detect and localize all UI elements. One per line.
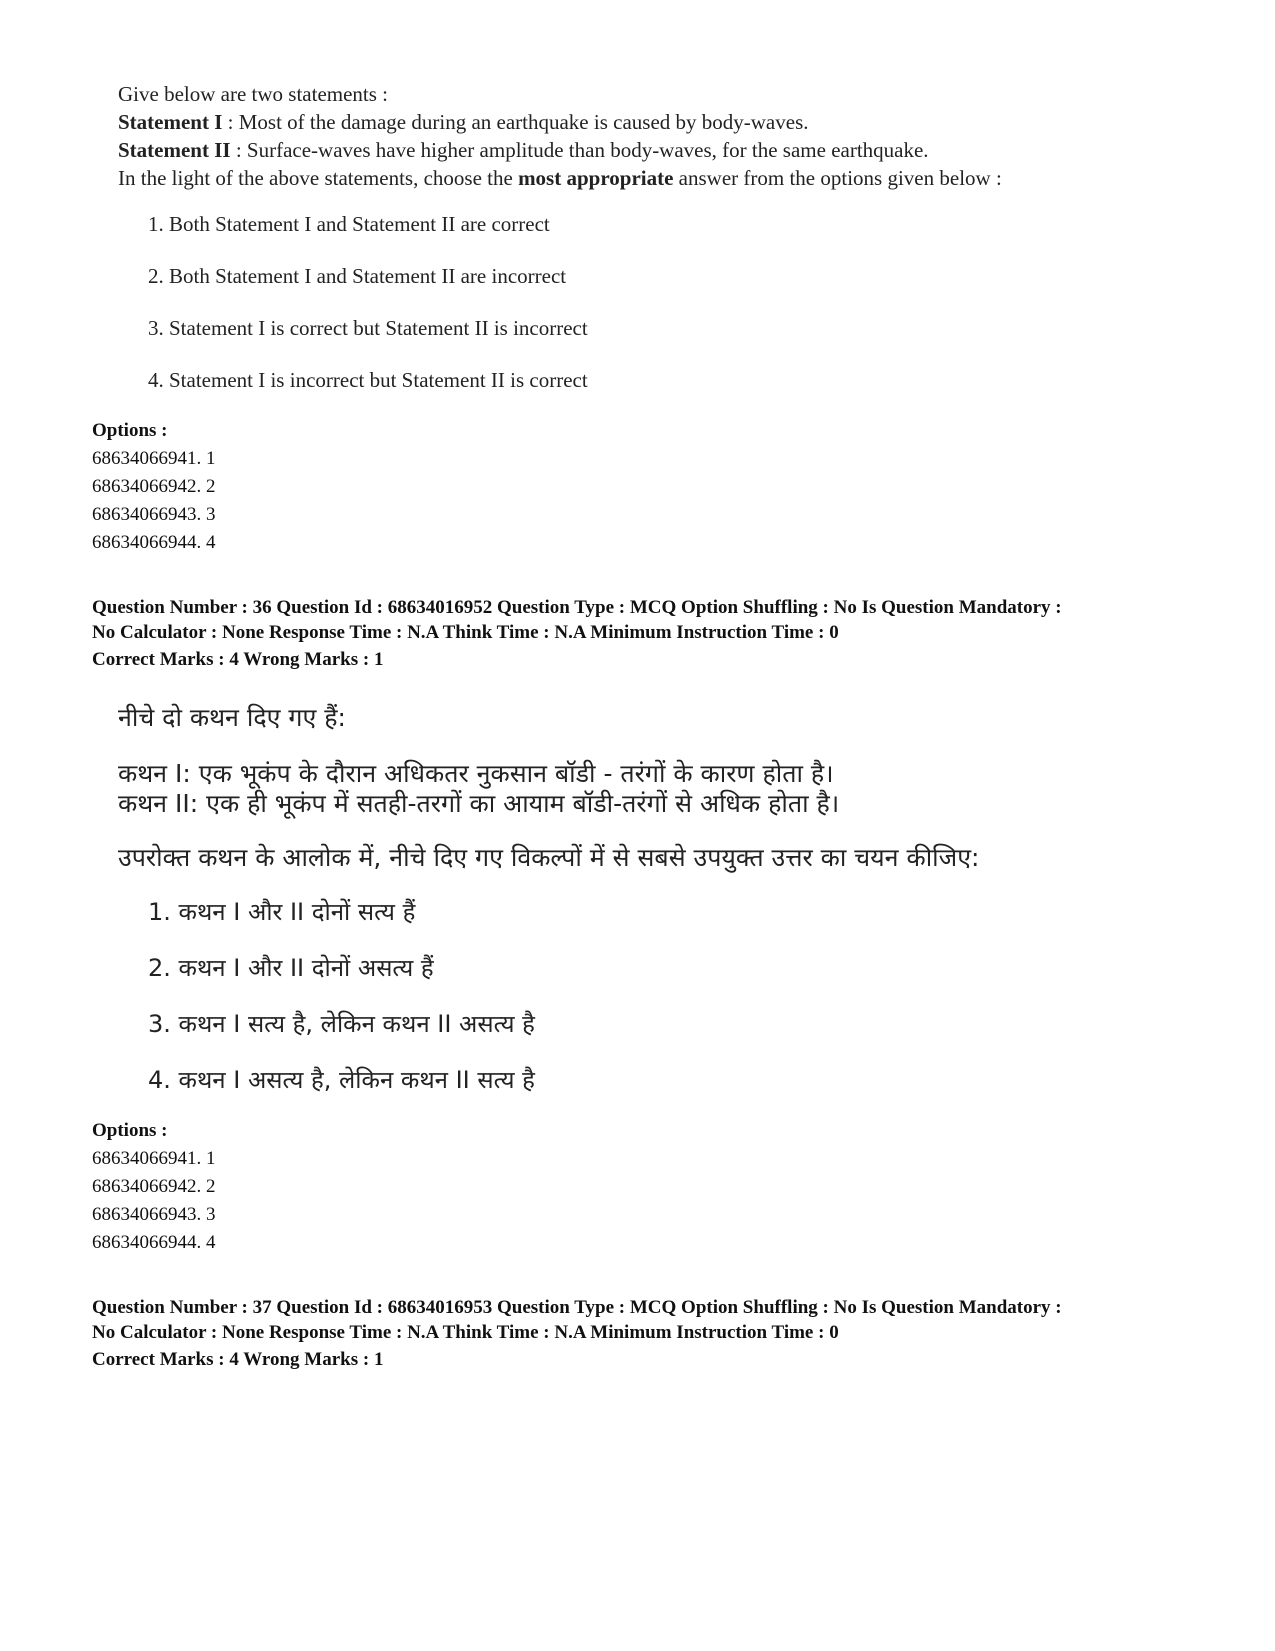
q37-meta bbox=[92, 1295, 1062, 1345]
q37-marks: Correct Marks : 4 Wrong Marks : 1 bbox=[92, 1349, 384, 1370]
q36-hindi-choice-1: 1. कथन I और II दोनों सत्य हैं bbox=[148, 898, 416, 926]
q35-statement-1-label: Statement I bbox=[118, 110, 223, 134]
q36-option-1: 68634066941. 1 bbox=[92, 1148, 216, 1169]
q37-meta-line-2: No Calculator : None Response Time : N.A Think Time : N.A Minimum Instruction Time : 0 bbox=[92, 1322, 839, 1343]
q36-meta bbox=[92, 595, 1062, 645]
q36-hindi-instruction: उपरोक्त कथन के आलोक में, नीचे दिए गए विकल्पों में से सबसे उपयुक्त उत्तर का चयन कीजिए: bbox=[118, 843, 980, 872]
q36-option-3: 68634066943. 3 bbox=[92, 1204, 216, 1225]
q36-option-4: 68634066944. 4 bbox=[92, 1232, 216, 1253]
q36-meta-line-2: No Calculator : None Response Time : N.A Think Time : N.A Minimum Instruction Time : 0 bbox=[92, 622, 839, 643]
q35-statement-block bbox=[118, 80, 1002, 192]
q35-instruction-pre: In the light of the above statements, choose the bbox=[118, 166, 519, 190]
q35-statement-2-text: : Surface-waves have higher amplitude than body-waves, for the same earthquake. bbox=[230, 138, 929, 162]
q35-statement-2 bbox=[118, 136, 1002, 164]
q36-hindi-statement-2: कथन II: एक ही भूकंप में सतही-तरगों का आयाम बॉडी-तरंगों से अधिक होता है। bbox=[118, 789, 840, 818]
q35-option-1: 68634066941. 1 bbox=[92, 448, 216, 469]
q35-instruction-post: answer from the options given below : bbox=[673, 166, 1002, 190]
q35-option-3: 68634066943. 3 bbox=[92, 504, 216, 525]
q35-option-4: 68634066944. 4 bbox=[92, 532, 216, 553]
q36-meta-line-1: Question Number : 36 Question Id : 68634016952 Question Type : MCQ Option Shuffling : No Is Question Mandatory : bbox=[92, 597, 1062, 618]
q36-hindi-intro: नीचे दो कथन दिए गए हैं: bbox=[118, 703, 346, 732]
q35-instruction-bold: most appropriate bbox=[518, 166, 674, 190]
q35-intro: Give below are two statements : bbox=[118, 82, 389, 106]
q36-hindi-statement-1: कथन I: एक भूकंप के दौरान अधिकतर नुकसान बॉडी - तरंगों के कारण होता है। bbox=[118, 759, 834, 788]
q36-hindi-choice-2: 2. कथन I और II दोनों असत्य हैं bbox=[148, 954, 434, 982]
q35-statement-2-label: Statement II bbox=[118, 138, 231, 162]
q35-choice-3: 3. Statement I is correct but Statement II is incorrect bbox=[148, 316, 588, 340]
q35-statement-1-text: : Most of the damage during an earthquake is caused by body-waves. bbox=[222, 110, 809, 134]
q35-options-title: Options : bbox=[92, 420, 168, 441]
q35-choice-1: 1. Both Statement I and Statement II are correct bbox=[148, 212, 550, 236]
q35-instruction bbox=[118, 164, 1002, 192]
q36-hindi-choice-4: 4. कथन I असत्य है, लेकिन कथन II सत्य है bbox=[148, 1066, 535, 1094]
q36-option-2: 68634066942. 2 bbox=[92, 1176, 216, 1197]
q35-statement-1 bbox=[118, 108, 1002, 136]
q36-marks: Correct Marks : 4 Wrong Marks : 1 bbox=[92, 649, 384, 670]
q36-hindi-choice-3: 3. कथन I सत्य है, लेकिन कथन II असत्य है bbox=[148, 1010, 535, 1038]
q37-meta-line-1: Question Number : 37 Question Id : 68634016953 Question Type : MCQ Option Shuffling : No Is Question Mandatory : bbox=[92, 1297, 1062, 1318]
q35-choice-4: 4. Statement I is incorrect but Statement II is correct bbox=[148, 368, 588, 392]
q35-choice-2: 2. Both Statement I and Statement II are incorrect bbox=[148, 264, 567, 288]
q35-option-2: 68634066942. 2 bbox=[92, 476, 216, 497]
q36-options-title: Options : bbox=[92, 1120, 168, 1141]
